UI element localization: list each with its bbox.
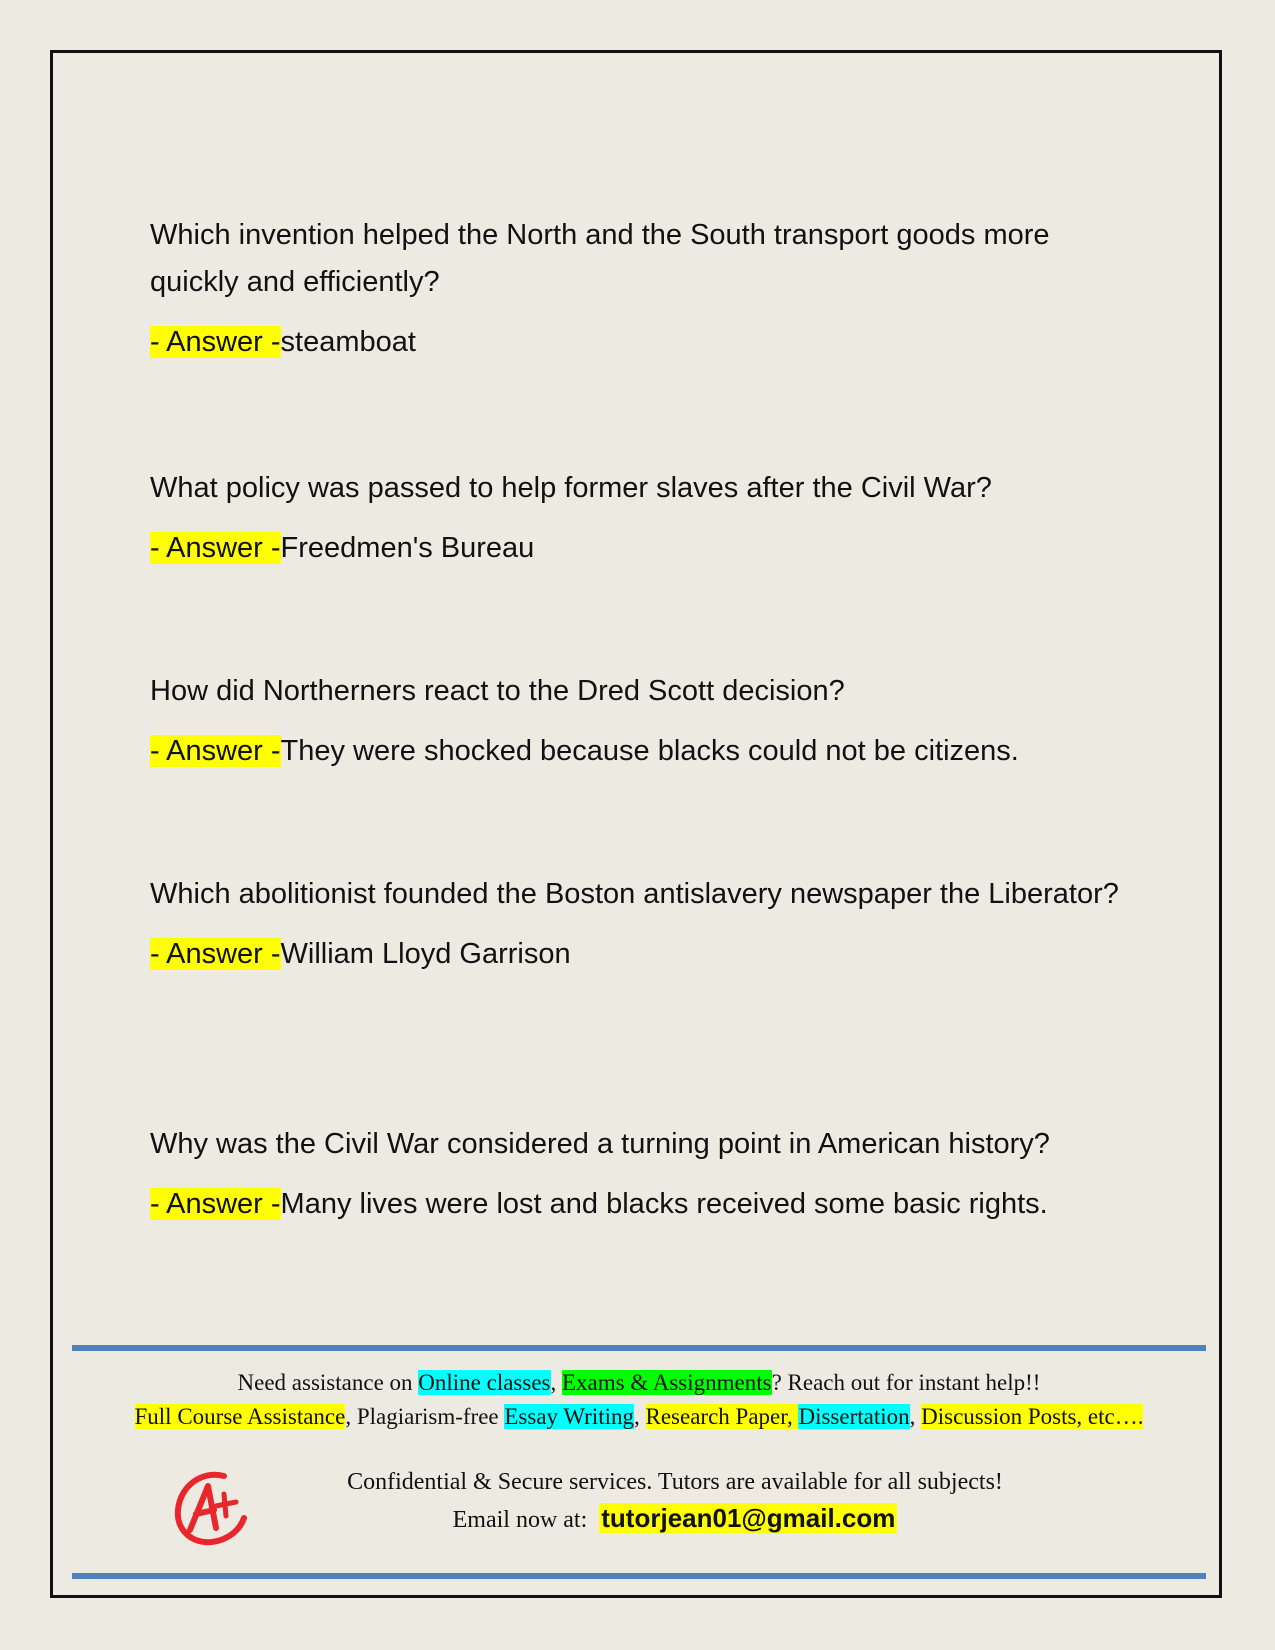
question-text: What policy was passed to help former slaves after the Civil War?	[150, 472, 992, 504]
answer-line	[150, 528, 1130, 568]
answer-label: - Answer -	[150, 938, 281, 970]
email-link[interactable]: tutorjean01@gmail.com	[601, 1503, 896, 1533]
qa-item-3	[150, 668, 1130, 771]
qa-item-5	[150, 1121, 1130, 1224]
promo-line-1	[72, 1366, 1206, 1400]
qa-item-4	[150, 871, 1130, 974]
discussion-highlight: Discussion Posts, etc….	[921, 1404, 1144, 1429]
question-text: Which abolitionist founded the Boston antislavery newspaper the Liberator?	[150, 878, 1119, 910]
answer-text: They were shocked because blacks could not be citizens.	[280, 735, 1019, 767]
email-label: Email now at:	[452, 1507, 600, 1533]
dissertation-highlight: Dissertation	[798, 1404, 910, 1429]
answer-label: - Answer -	[150, 735, 281, 767]
promo-text: ? Reach out for instant help!!	[771, 1370, 1041, 1395]
promo-line-2	[72, 1400, 1206, 1434]
answer-text: Many lives were lost and blacks received some basic rights.	[280, 1188, 1048, 1220]
promo-text: ,	[909, 1404, 922, 1429]
promo-line-3: Confidential & Secure services. Tutors are available for all subjects!	[347, 1469, 1003, 1495]
research-highlight: Research Paper,	[645, 1404, 799, 1429]
qa-item-1	[150, 212, 1130, 362]
answer-text: Freedmen's Bureau	[280, 532, 535, 564]
exams-highlight: Exams & Assignments	[562, 1370, 772, 1395]
answer-label: - Answer -	[150, 532, 281, 564]
promo-text: , Plagiarism-free	[345, 1404, 505, 1429]
answer-text: steamboat	[280, 326, 416, 358]
question-text: How did Northerners react to the Dred Scott decision?	[150, 675, 845, 707]
answer-text: William Lloyd Garrison	[280, 938, 571, 970]
answer-line	[150, 934, 1130, 974]
essay-highlight: Essay Writing	[504, 1404, 634, 1429]
promo-text: ,	[634, 1404, 646, 1429]
answer-line	[150, 731, 1130, 771]
answer-line	[150, 1184, 1130, 1224]
answer-label: - Answer -	[150, 1188, 281, 1220]
footer-bottom-rule	[72, 1573, 1206, 1579]
question-text: Why was the Civil War considered a turning point in American history?	[150, 1128, 1050, 1160]
promo-text: ,	[550, 1370, 562, 1395]
email-line	[200, 1500, 1150, 1538]
answer-label: - Answer -	[150, 326, 281, 358]
online-classes-highlight: Online classes	[418, 1370, 551, 1395]
footer-top-rule	[72, 1345, 1206, 1351]
qa-item-2	[150, 465, 1130, 568]
full-course-highlight: Full Course Assistance	[134, 1404, 346, 1429]
question-text: Which invention helped the North and the South transport goods more quickly and efficiently?	[150, 219, 1050, 298]
answer-line	[150, 322, 1130, 362]
promo-text: Need assistance on	[237, 1370, 419, 1395]
